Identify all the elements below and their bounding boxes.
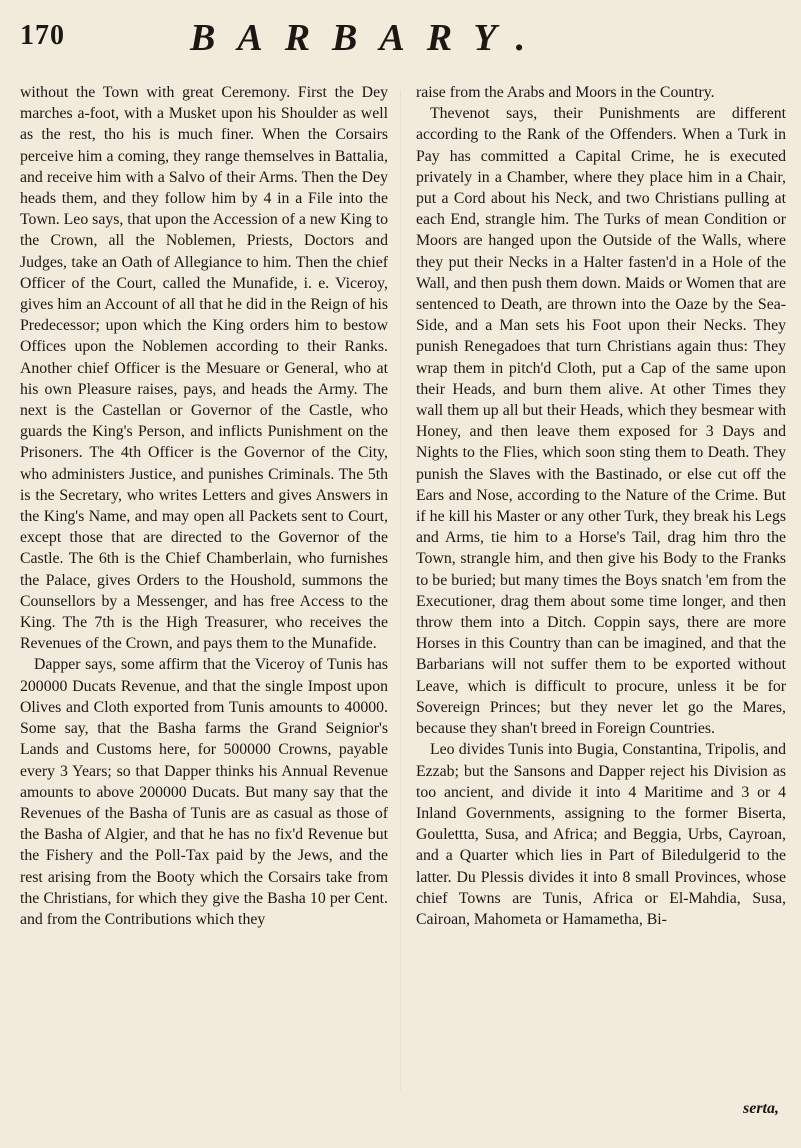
- right-paragraph-1: raise from the Arabs and Moors in the Country.: [416, 84, 715, 101]
- left-paragraph-1: without the Town with great Ceremony. First the Dey marches a-foot, with a Musket upon his Shoulder as well as the rest, tho his is much finer. When the Corsairs perceive him a coming, they range themselves in Battalia, and receive him with a Salvo of their Arms. Then the Dey heads them, and they follow him by 4 in a File into the Town. Leo says, that upon the Accession of a new King to the Crown, all the Noblemen, Priests, Doctors and Judges, take an Oath of Allegiance to him. Then the chief Officer of the Court, called the Munafide, i. e. Viceroy, gives him an Account of all that he did in the Reign of his Predecessor; upon which the King orders him to bestow Offices upon the Noblemen according to their Ranks. Another chief Officer is the Mesuare or General, who at his own Pleasure raises, pays, and heads the Army. The next is the Castellan or Governor of the Castle, who guards the King's Person, and inflicts Punishment on the Prisoners. The 4th Officer is the Governor of the City, who administers Justice, and punishes Criminals. The 5th is the Secretary, who writes Letters and gives Answers in the King's Name, and may open all Packets sent to Court, except those that are directed to the Governor of the Castle. The 6th is the Chief Chamberlain, who furnishes the Palace, gives Orders to the Houshold, summons the Counsellors by a Messenger, and has free Access to the King. The 7th is the High Treasurer, who receives the Revenues of the Crown, and pays them to the Munafide.: [20, 84, 388, 653]
- right-paragraph-2: Thevenot says, their Punishments are different according to the Rank of the Offenders. When a Turk in Pay has committed a Capital Crime, he is executed privately in a Chamber, where they place him in a Chair, put a Cord about his Neck, and two Christians pulling at each End, strangle him. The Turks of mean Condition or Moors are hanged upon the Outside of the Walls, where they put their Necks in a Halter fasten'd in a Hole of the Wall, and then push them down. Maids or Women that are sentenced to Death, are thrown into the Oaze by the Sea-Side, and a Man sets his Foot upon their Necks. They punish Renegadoes that turn Christians again thus: They wrap them in pitch'd Cloth, put a Cap of the same upon their Heads, and burn them alive. At other Times they wall them up all but their Heads, which they besmear with Honey, and then leave them exposed for 3 Days and Nights to the Flies, which soon sting them to Death. They punish the Slaves with the Bastinado, or else cut off the Ears and Nose, according to the Nature of the Crime. But if he kill his Master or any other Turk, they break his Legs and Arms, tie him to a Horse's Tail, drag him thro the Town, strangle him, and then give his Body to the Franks to be buried; but many times the Boys snatch 'em from the Executioner, drag them about some time longer, and then throw them into a Ditch. Coppin says, there are more Horses in this Country than can be imagined, and that the Barbarians will not suffer them to be exported without Leave, which is difficult to procure, unless it be for Sovereign Princes; but they never let go the Mares, because they shan't breed in Foreign Countries.: [416, 105, 786, 738]
- catchword: serta,: [743, 1100, 779, 1117]
- page-number: 170: [20, 20, 65, 51]
- column-gutter: [400, 90, 401, 1090]
- left-paragraph-2: Dapper says, some affirm that the Viceroy of Tunis has 200000 Ducats Revenue, and that the single Impost upon Olives and Cloth exported from Tunis amounts to 40000. Some say, that the Basha farms the Grand Seignior's Lands and Customs here, for 500000 Crowns, payable every 3 Years; so that Dapper thinks his Annual Revenue amounts to above 200000 Ducats. But many say that the Revenues of the Basha of Tunis are as casual as those of the Basha of Algier, and that he has no fix'd Revenue but the Fishery and the Poll-Tax paid by the Jews, and the rest arising from the Booty which the Corsairs take from the Christians, for which they give the Basha 10 per Cent. and from the Contributions which they: [20, 656, 388, 928]
- left-column: [20, 82, 388, 930]
- right-paragraph-3: Leo divides Tunis into Bugia, Constantina, Tripolis, and Ezzab; but the Sansons and Dapper reject his Division as too ancient, and divide it into 4 Maritime and 3 or 4 Inland Governments, assigning to the former Biserta, Goulettta, Susa, and Africa; and Beggia, Urbs, Cayroan, and a Quarter which lies in Part of Biledulgerid to the latter. Du Plessis divides it into 8 small Provinces, whose chief Towns are Tunis, Africa or El-Mahdia, Susa, Cairoan, Mahometa or Hamametha, Bi-: [416, 741, 786, 928]
- running-head: BARBARY.: [190, 17, 548, 59]
- right-column: [416, 82, 786, 930]
